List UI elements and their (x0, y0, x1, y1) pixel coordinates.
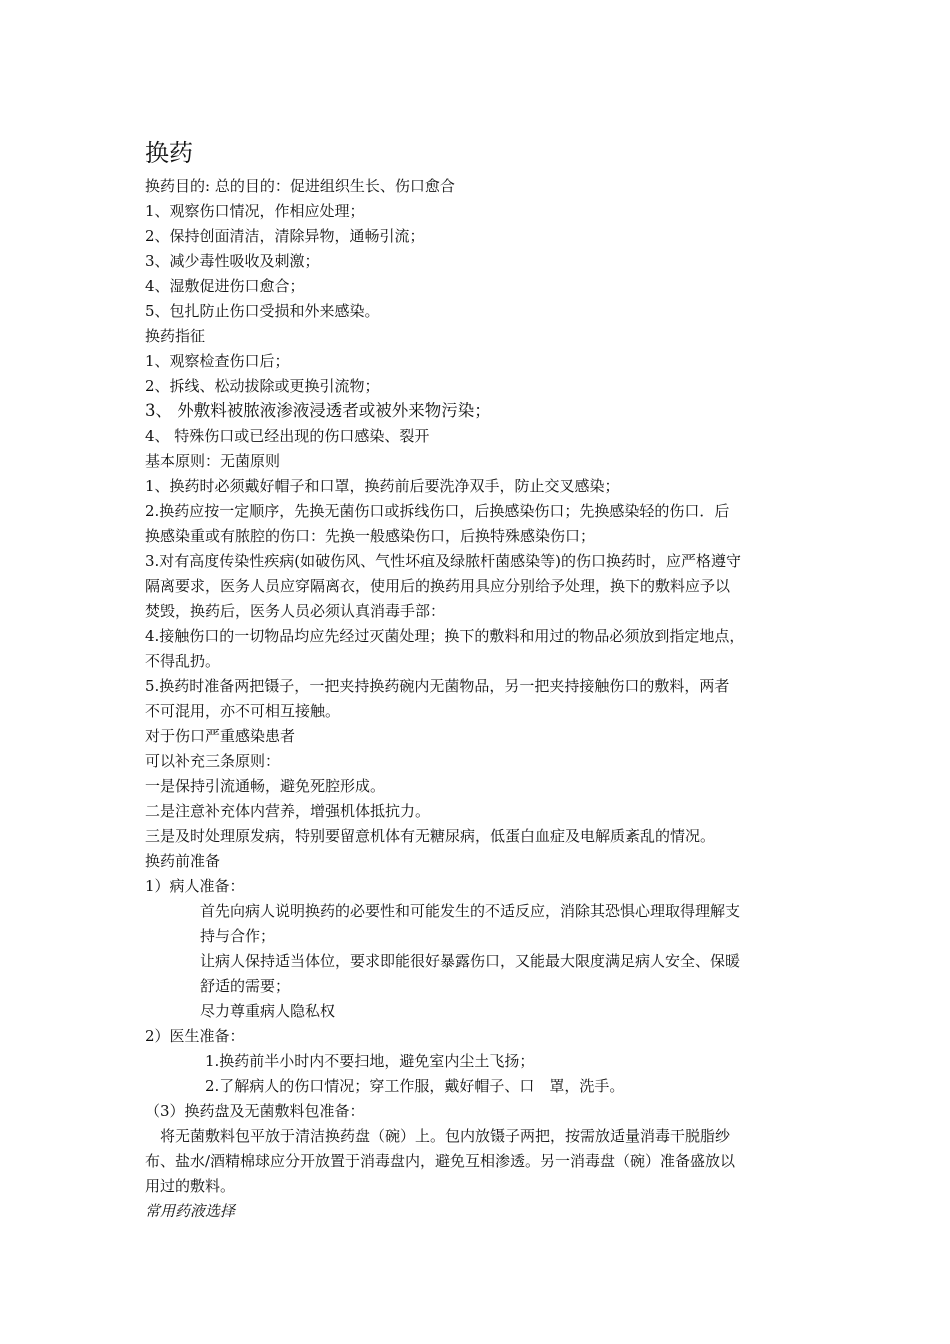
text-line: 1、观察检查伤口后； (145, 352, 290, 370)
section-heading: 基本原则：无菌原则 (145, 452, 281, 470)
text-line: 3、减少毒性吸收及刺激； (145, 252, 320, 270)
text-line: 换感染重或有脓腔的伤口：先换一般感染伤口，后换特殊感染伤口； (145, 527, 596, 545)
section-heading: 对于伤口严重感染患者 (145, 727, 296, 745)
text-line: （3）换药盘及无菌敷料包准备： (145, 1102, 365, 1120)
text-line: 舒适的需要； (200, 977, 291, 995)
text-line: 1.换药前半小时内不要扫地，避免室内尘土飞扬； (205, 1052, 535, 1070)
text-line: 持与合作； (200, 927, 276, 945)
text-line: 3.对有高度传染性疾病(如破伤风、气性坏疽及绿脓杆菌感染等)的伤口换药时，应严格遵守 (145, 552, 742, 570)
text-line: 将无菌敷料包平放于清洁换药盘（碗）上。包内放镊子两把，按需放适量消毒干脱脂纱 (145, 1127, 731, 1145)
text-line: 换药目的: 总的目的：促进组织生长、伤口愈合 (145, 177, 455, 195)
text-line: 一是保持引流通畅，避免死腔形成。 (145, 777, 386, 795)
text-line: 不可混用，亦不可相互接触。 (145, 702, 341, 720)
text-line: 尽力尊重病人隐私权 (200, 1002, 336, 1020)
text-line: 二是注意补充体内营养，增强机体抵抗力。 (145, 802, 431, 820)
text-line: 5、包扎防止伤口受损和外来感染。 (145, 302, 380, 320)
text-line: 2.换药应按一定顺序，先换无菌伤口或拆线伤口，后换感染伤口；先换感染轻的伤口．后 (145, 502, 730, 520)
text-line: 让病人保持适当体位，要求即能很好暴露伤口，又能最大限度满足病人安全、保暖 (200, 952, 741, 970)
text-line: 可以补充三条原则： (145, 752, 281, 770)
text-line: 布、盐水/酒精棉球应分开放置于消毒盘内，避免互相渗透。另一消毒盘（碗）准备盛放以 (145, 1152, 736, 1170)
text-line: 隔离要求，医务人员应穿隔离衣，使用后的换药用具应分别给予处理，换下的敷料应予以 (145, 577, 731, 595)
page-title: 换药 (145, 139, 193, 167)
text-line: 2、拆线、松动拔除或更换引流物； (145, 377, 380, 395)
text-line: 1）病人准备： (145, 877, 245, 895)
text-line: 焚毁，换药后，医务人员必须认真消毒手部： (145, 602, 446, 620)
text-line: 2）医生准备： (145, 1027, 245, 1045)
text-line: 不得乱扔。 (145, 652, 221, 670)
text-line: 3、 外敷料被脓液渗液浸透者或被外来物污染； (145, 401, 491, 420)
section-heading: 常用药液选择 (145, 1202, 236, 1220)
text-line: 2、保持创面清洁，清除异物，通畅引流； (145, 227, 425, 245)
text-line: 4、湿敷促进伤口愈合； (145, 277, 305, 295)
text-line: 用过的敷料。 (145, 1177, 236, 1195)
text-line: 三是及时处理原发病，特别要留意机体有无糖尿病，低蛋白血症及电解质紊乱的情况。 (145, 827, 716, 845)
text-line: 首先向病人说明换药的必要性和可能发生的不适反应，消除其恐惧心理取得理解支 (200, 902, 741, 920)
text-line: 4.接触伤口的一切物品均应先经过灭菌处理；换下的敷料和用过的物品必须放到指定地点， (145, 627, 745, 645)
text-line: 5.换药时准备两把镊子，一把夹持换药碗内无菌物品，另一把夹持接触伤口的敷料，两者 (145, 677, 730, 695)
text-line: 2.了解病人的伤口情况；穿工作服，戴好帽子、口 罩，洗手。 (205, 1077, 625, 1095)
section-heading: 换药前准备 (145, 852, 221, 870)
text-line: 1、观察伤口情况，作相应处理； (145, 202, 365, 220)
section-heading: 换药指征 (145, 327, 206, 345)
text-line: 4、 特殊伤口或已经出现的伤口感染、裂开 (145, 427, 430, 445)
text-line: 1、换药时必须戴好帽子和口罩，换药前后要洗净双手，防止交叉感染； (145, 477, 620, 495)
